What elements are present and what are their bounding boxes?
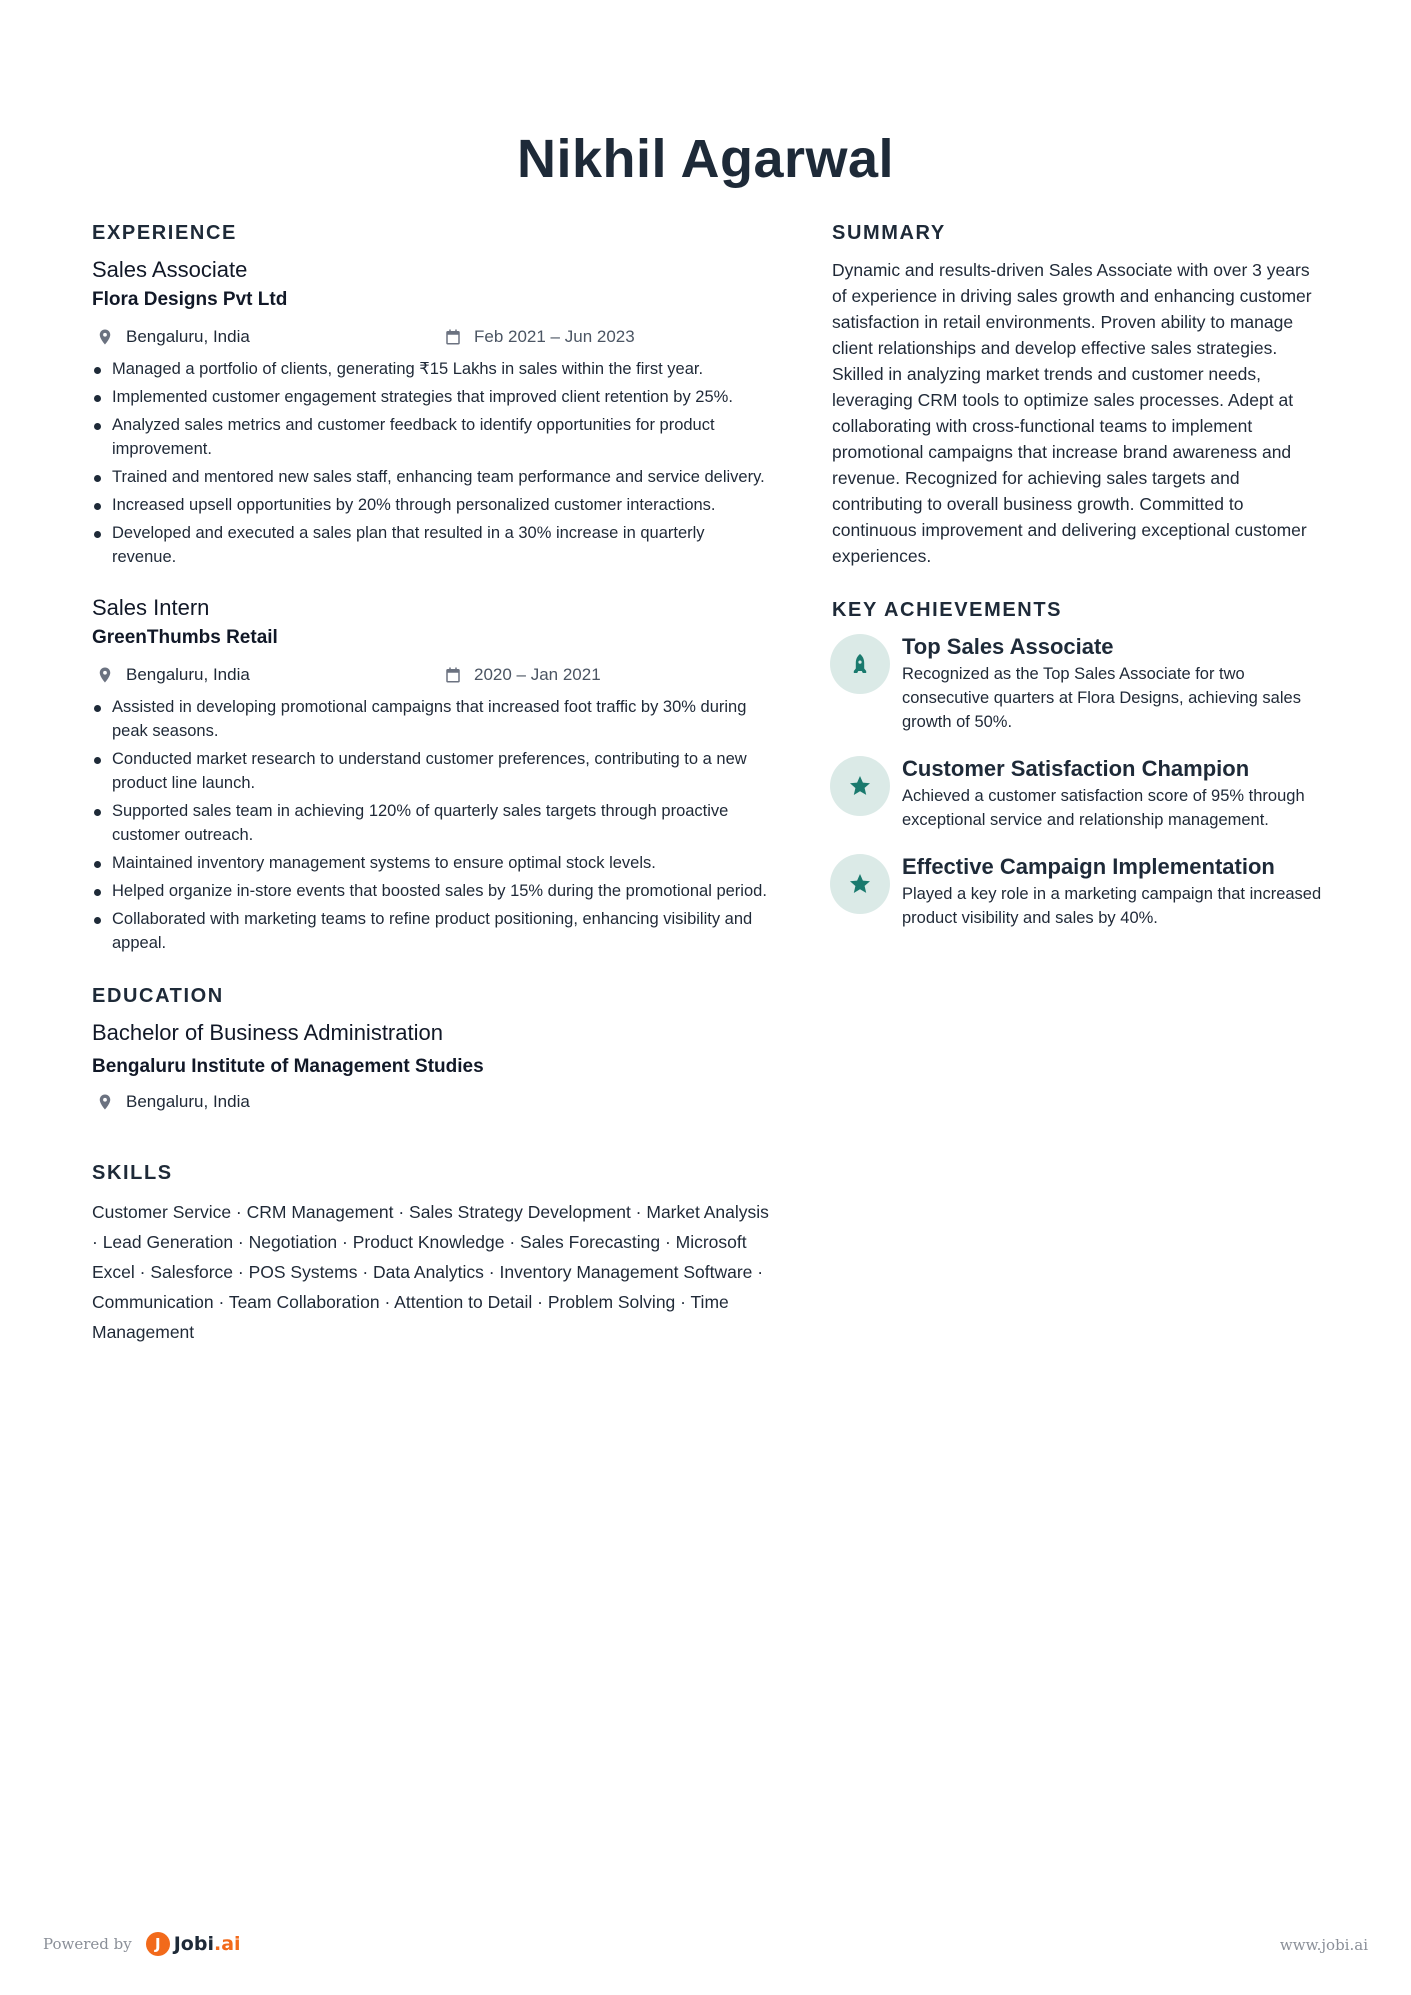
powered-by-label: Powered by: [43, 1935, 132, 1953]
brand-suffix: .ai: [213, 1933, 241, 1955]
summary-heading: SUMMARY: [832, 222, 946, 244]
job-dates: [440, 665, 601, 685]
achievement-content: [902, 854, 1322, 930]
achievement-desc: Achieved a customer satisfaction score of 95% through exceptional service and relationship management.: [902, 787, 1305, 829]
job-location: [92, 665, 440, 685]
location-text: Bengaluru, India: [126, 1092, 250, 1111]
achievement-content: [902, 756, 1322, 832]
jobi-logo-link[interactable]: [146, 1932, 241, 1956]
job-entry: [92, 257, 772, 569]
bullet-item: Maintained inventory management systems to ensure optimal stock levels.: [92, 851, 772, 875]
right-column: [832, 222, 1322, 952]
job-meta: [92, 663, 772, 687]
bullet-item: Supported sales team in achieving 120% of quarterly sales targets through proactive customer outreach.: [92, 799, 772, 847]
star-icon: [830, 756, 890, 816]
calendar-icon: [444, 666, 462, 684]
achievement-title: Top Sales Associate: [902, 634, 1114, 659]
location-pin-icon: [96, 328, 114, 346]
calendar-icon: [444, 328, 462, 346]
dates-text: 2020 – Jan 2021: [474, 665, 601, 684]
bullet-item: Developed and executed a sales plan that resulted in a 30% increase in quarterly revenue.: [92, 521, 772, 569]
company-name: Flora Designs Pvt Ltd: [92, 289, 288, 310]
skills-heading: SKILLS: [92, 1162, 173, 1184]
job-bullets: [92, 695, 772, 955]
achievement-desc: Recognized as the Top Sales Associate for two consecutive quarters at Flora Designs, achieving sales growth of 50%.: [902, 665, 1301, 731]
achievement-item: [832, 634, 1322, 734]
achievement-item: [832, 756, 1322, 832]
location-pin-icon: [96, 666, 114, 684]
achievement-item: [832, 854, 1322, 930]
achievement-desc: Played a key role in a marketing campaign that increased product visibility and sales by 40%.: [902, 885, 1322, 927]
job-entry: [92, 595, 772, 955]
experience-heading: EXPERIENCE: [92, 222, 237, 244]
bullet-item: Collaborated with marketing teams to refine product positioning, enhancing visibility and appeal.: [92, 907, 772, 955]
education-entry: [92, 1020, 772, 1114]
education-location: [92, 1090, 772, 1114]
education-heading: EDUCATION: [92, 985, 224, 1007]
powered-by: [43, 1932, 241, 1956]
degree: Bachelor of Business Administration: [92, 1020, 443, 1045]
achievements-heading: KEY ACHIEVEMENTS: [832, 599, 1063, 621]
bullet-item: Managed a portfolio of clients, generating ₹15 Lakhs in sales within the first year.: [92, 357, 772, 381]
skills-list: Customer Service · CRM Management · Sales Strategy Development · Market Analysis · Lead Generation · Negotiation · Product Knowledge · Sales Forecasting · Microsoft Excel · Salesforce · POS Systems · Data Analytics · Inventory Management Software · Communication · Team Collaboration · Attention to Detail · Problem Solving · Time Management: [92, 1202, 769, 1342]
location-text: Bengaluru, India: [126, 665, 250, 684]
dates-text: Feb 2021 – Jun 2023: [474, 327, 635, 346]
job-bullets: [92, 357, 772, 569]
footer-url-link[interactable]: www.jobi.ai: [1279, 1936, 1368, 1954]
jobi-brand: [174, 1933, 241, 1955]
institution: Bengaluru Institute of Management Studies: [92, 1056, 484, 1077]
bullet-item: Conducted market research to understand customer preferences, contributing to a new product line launch.: [92, 747, 772, 795]
bullet-item: Helped organize in-store events that boosted sales by 15% during the promotional period.: [92, 879, 772, 903]
bullet-item: Assisted in developing promotional campaigns that increased foot traffic by 30% during peak seasons.: [92, 695, 772, 743]
achievement-title: Customer Satisfaction Champion: [902, 756, 1250, 781]
location-text: Bengaluru, India: [126, 327, 250, 346]
achievement-title: Effective Campaign Implementation: [902, 854, 1275, 879]
job-dates: [440, 327, 635, 347]
location-pin-icon: [96, 1093, 114, 1111]
summary-text: Dynamic and results-driven Sales Associate with over 3 years of experience in driving sales growth and enhancing customer satisfaction in retail environments. Proven ability to manage client relationships and develop effective sales strategies. Skilled in analyzing market trends and customer needs, leveraging CRM tools to optimize sales processes. Adept at collaborating with cross-functional teams to implement promotional campaigns that increase brand awareness and revenue. Recognized for achieving sales targets and contributing to overall business growth. Committed to continuous improvement and delivering exceptional customer experiences.: [832, 260, 1312, 566]
job-title: Sales Associate: [92, 257, 248, 282]
bullet-item: Increased upsell opportunities by 20% through personalized customer interactions.: [92, 493, 772, 517]
job-title: Sales Intern: [92, 595, 210, 620]
rocket-icon: [830, 634, 890, 694]
left-column: [92, 222, 772, 1347]
jobi-logo-icon: J: [146, 1932, 170, 1956]
star-icon: [830, 854, 890, 914]
brand-main: Jobi: [173, 1933, 214, 1955]
achievement-content: [902, 634, 1322, 734]
bullet-item: Trained and mentored new sales staff, enhancing team performance and service delivery.: [92, 465, 772, 489]
company-name: GreenThumbs Retail: [92, 627, 278, 648]
job-meta: [92, 325, 772, 349]
bullet-item: Implemented customer engagement strategies that improved client retention by 25%.: [92, 385, 772, 409]
job-location: [92, 327, 440, 347]
candidate-name: Nikhil Agarwal: [516, 129, 895, 189]
bullet-item: Analyzed sales metrics and customer feedback to identify opportunities for product improvement.: [92, 413, 772, 461]
